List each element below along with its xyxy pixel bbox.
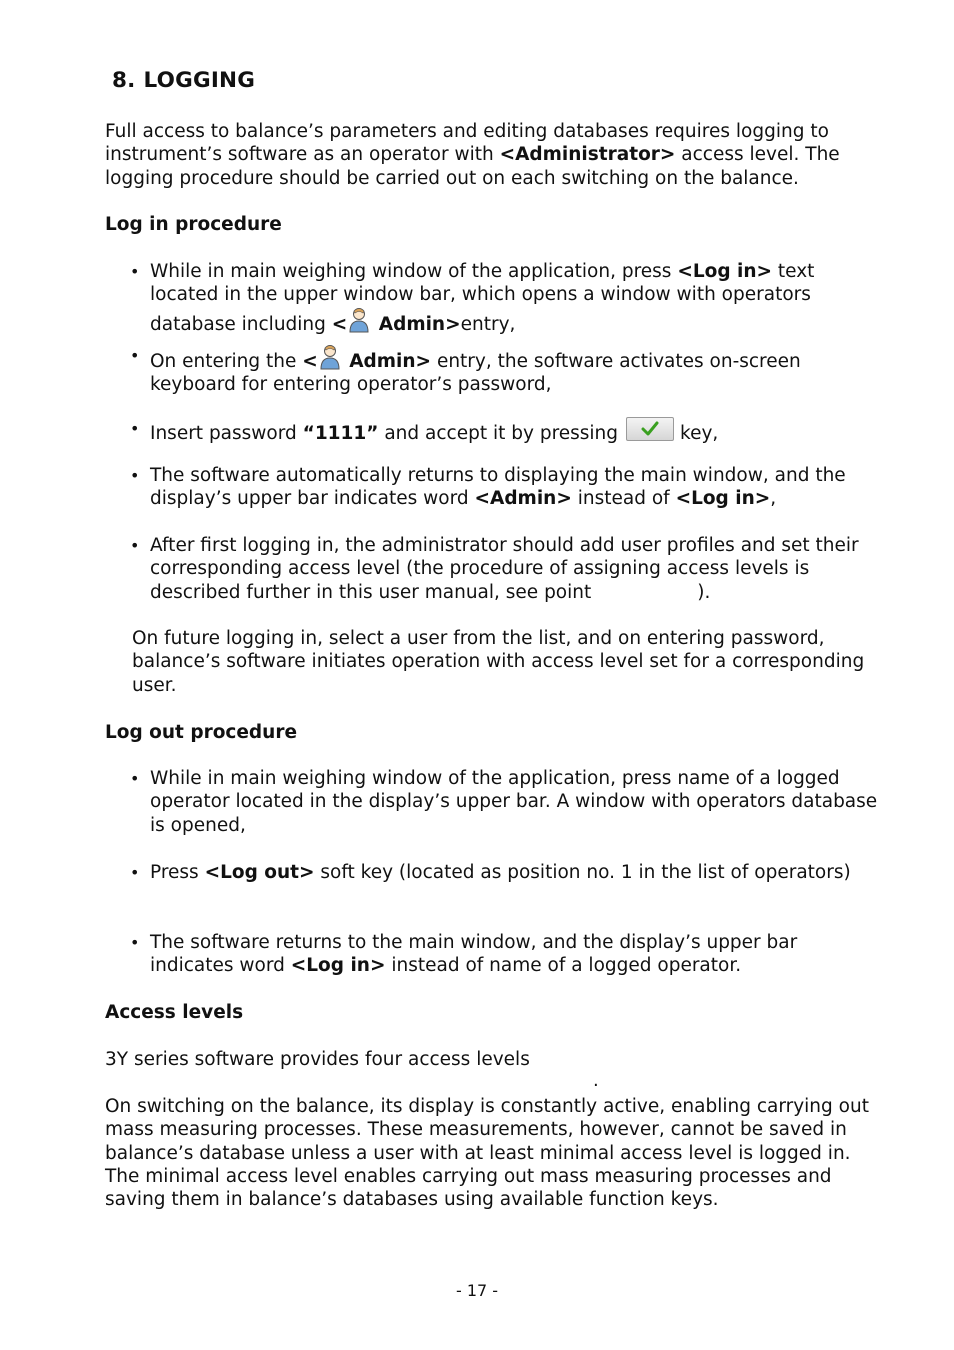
page-number: - 17 - <box>455 1281 499 1300</box>
login-note: On future logging in, select a user from the list, and on entering password, balance’s software initiates operation with access level set for a corresponding user. <box>132 628 865 696</box>
section-heading <box>112 68 255 93</box>
logout-step-3: • The software returns to the main window, and the display’s upper bar indicates word <Log in> instead of name of a logged operator. <box>150 931 880 978</box>
logout-step-1: • While in main weighing window of the application, press name of a logged operator located in the display’s upper bar. A window with operators database is opened, <box>150 767 880 837</box>
logout-heading: Log out procedure <box>105 722 298 743</box>
login-heading: Log in procedure <box>105 214 282 235</box>
intro-paragraph: Full access to balance’s parameters and editing databases requires logging to instrument’s software as an operator with <Administrator> access level. The logging procedure should be carried out on each switching on the balance. <box>105 121 840 189</box>
checkmark-key-icon <box>626 417 674 441</box>
access-paragraph: On switching on the balance, its display is constantly active, enabling carrying out mass measuring processes. These measurements, however, cannot be saved in balance’s database unless a user with at least minimal access level is logged in. The minimal access level enables carrying out mass measuring processes and saving them in balance’s databases using available function keys. <box>105 1096 869 1211</box>
login-step-4: • The software automatically returns to displaying the main window, and the display’s upper bar indicates word <Admin> instead of <Log in>, <box>150 464 880 511</box>
section-title: LOGGING <box>143 68 256 93</box>
access-heading: Access levels <box>105 1002 244 1023</box>
section-number: 8. <box>112 68 136 93</box>
stray-dot: . <box>593 1070 599 1091</box>
login-step-5: • After first logging in, the administrator should add user profiles and set their corresponding access level (the procedure of assigning access levels is described further in this user manual, see point ). <box>150 534 880 604</box>
login-step-2: • On entering the < Admin> entry, the software activates on-screen keyboard for entering operator’s password, <box>150 344 880 397</box>
user-icon <box>348 307 370 333</box>
logout-step-2: • Press <Log out> soft key (located as position no. 1 in the list of operators) <box>150 861 880 884</box>
login-step-3: • Insert password “1111” and accept it by pressing key, <box>150 417 880 445</box>
login-step-1: • While in main weighing window of the application, press <Log in> text located in the upper window bar, which opens a window with operators database including < Admin>entry, <box>150 260 880 336</box>
user-icon <box>319 344 341 370</box>
access-intro: 3Y series software provides four access levels <box>105 1049 530 1070</box>
